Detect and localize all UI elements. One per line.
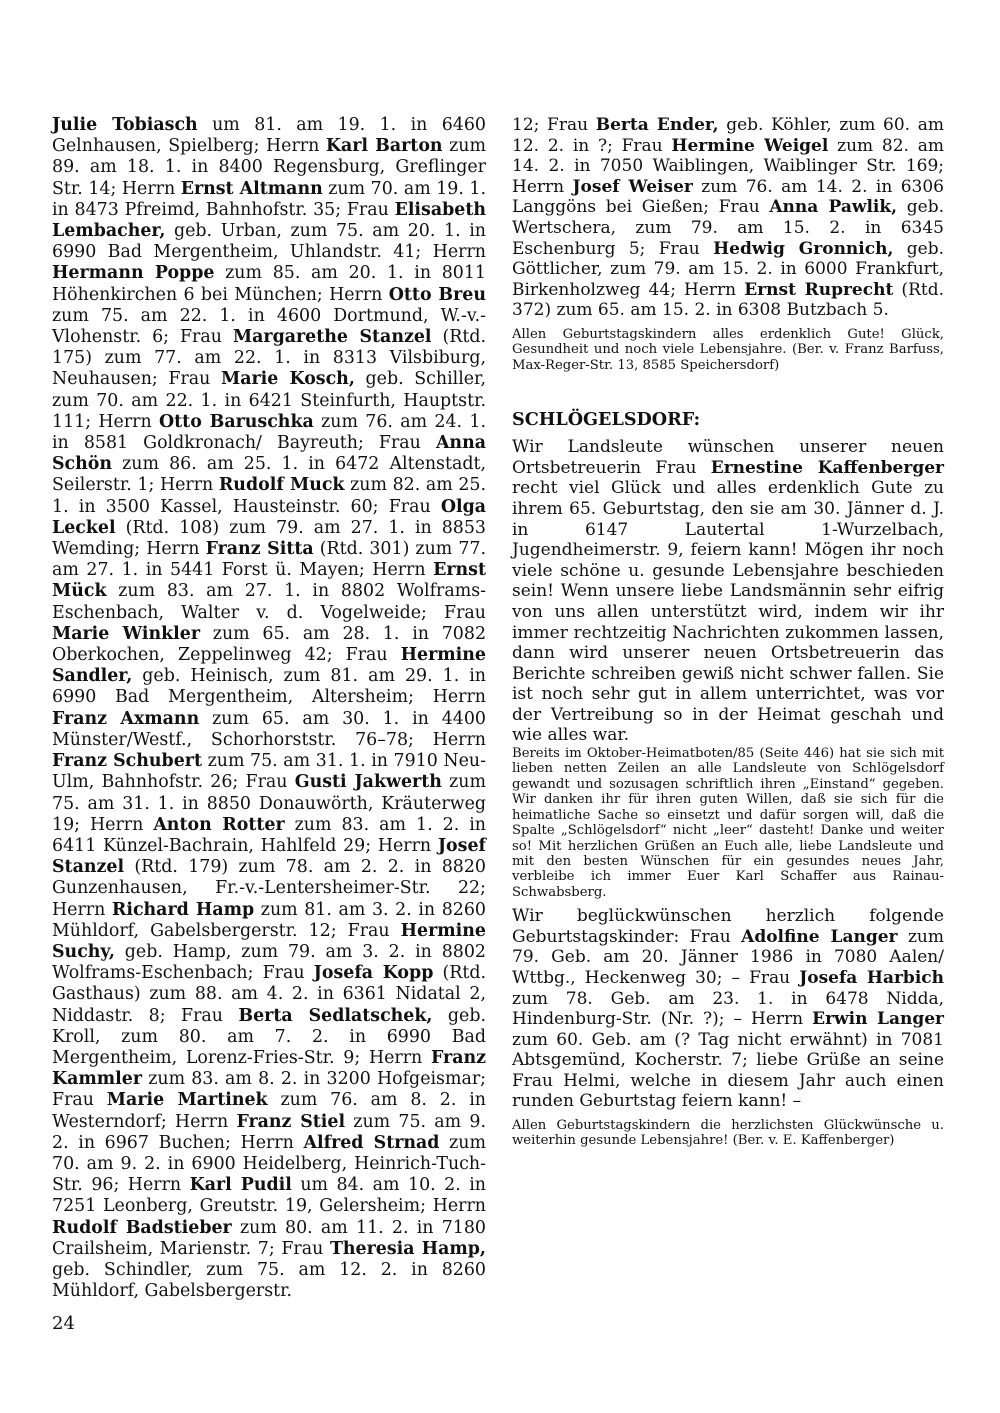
schloegelsdorf-note: Bereits im Oktober-Heimatboten/85 (Seite 446) hat sie sich mit lieben netten Zeilen an alle Landsleute von Schlögelsdorf gewandt und sozusagen schriftlich ihren „Einstand“ gegeben. Wir danken ihr für ihren guten Willen, daß sie sich für die heimatliche Sache so einsetzt und dafür sorgen will, daß die Spalte „Schlögelsdorf“ nicht „leer“ dasteht! Danke und weiter so! Mit herzlichen Grüßen an Euch alle, liebe Landsleute und mit den besten Wünschen für ein gesundes neues Jahr, verbleibe ich immer Euer Karl Schaffer aus Rainau-Schwabsberg. <box>512 746 944 900</box>
closing-note: Allen Geburtstagskindern die herzlichsten Glückwünsche u. weiterhin gesunde Lebensjahre! (Ber. v. E. Kaffenberger) <box>512 1118 944 1149</box>
person-name: Berta Ender, <box>595 115 719 135</box>
person-name: Gusti Jakwerth <box>294 772 442 793</box>
person-name: Hermann Poppe <box>52 263 215 284</box>
person-name: Alfred Strnad <box>303 1132 440 1153</box>
birthday-list-paragraph: Julie Tobiasch um 81. am 19. 1. in 6460 Gelnhausen, Spielberg; Herrn Karl Barton zum 89. am 18. 1. in 8400 Regensburg, Greflinger Str. 14; Herrn Ernst Altmann zum 70. am 19. 1. in 8473 Pfreimd, Bahnhofstr. 35; Frau Elisabeth Lembacher, geb. Urban, zum 75. am 20. 1. in 6990 Bad Mergentheim, Uhlandstr. 41; Herrn Hermann Poppe zum 85. am 20. 1. in 8011 Höhenkirchen 6 bei München; Herrn Otto Breu zum 75. am 22. 1. in 4600 Dortmund, W.-v.-Vlohenstr. 6; Frau Margarethe Stanzel (Rtd. 175) zum 77. am 22. 1. in 8313 Vilsbiburg, Neuhausen; Frau Marie Kosch, geb. Schiller, zum 70. am 22. 1. in 6421 Steinfurth, Hauptstr. 111; Herrn Otto Baruschka zum 76. am 24. 1. in 8581 Goldkronach/ Bayreuth; Frau Anna Schön zum 86. am 25. 1. in 6472 Altenstadt, Seilerstr. 1; Herrn Rudolf Muck zum 82. am 25. 1. in 3500 Kassel, Hausteinstr. 60; Frau Olga Leckel (Rtd. 108) zum 79. am 27. 1. in 8853 Wemding; Herrn Franz Sitta (Rtd. 301) zum 77. am 27. 1. in 5441 Forst ü. Mayen; Herrn Ernst Mück zum 83. am 27. 1. in 8802 Wolframs-Eschenbach, Walter v. d. Vogelweide; Frau Marie Winkler zum 65. am 28. 1. in 7082 Oberkochen, Zeppelinweg 42; Frau Hermine Sandler, geb. Heinisch, zum 81. am 29. 1. in 6990 Bad Mergentheim, Altersheim; Herrn Franz Axmann zum 65. am 30. 1. in 4400 Münster/Westf., Schorhorststr. 76–78; Herrn Franz Schubert zum 75. am 31. 1. in 7910 Neu-Ulm, Bahnhofstr. 26; Frau Gusti Jakwerth zum 75. am 31. 1. in 8850 Donauwörth, Kräuterweg 19; Herrn Anton Rotter zum 83. am 1. 2. in 6411 Künzel-Bachrain, Hahlfeld 29; Herrn Josef Stanzel (Rtd. 179) zum 78. am 2. 2. in 8820 Gunzenhausen, Fr.-v.-Lentersheimer-Str. 22; Herrn Richard Hamp zum 81. am 3. 2. in 8260 Mühldorf, Gabelsbergerstr. 12; Frau Hermine Suchy, geb. Hamp, zum 79. am 3. 2. in 8802 Wolframs-Eschenbach; Frau Josefa Kopp (Rtd. Gasthaus) zum 88. am 4. 2. in 6361 Nidatal 2, Niddastr. 8; Frau Berta Sedlatschek, geb. Kroll, zum 80. am 7. 2. in 6990 Bad Mergentheim, Lorenz-Fries-Str. 9; Herrn Franz Kammler zum 83. am 8. 2. in 3200 Hofgeismar; Frau Marie Martinek zum 76. am 8. 2. in Westerndorf; Herrn Franz Stiel zum 75. am 9. 2. in 6967 Buchen; Herrn Alfred Strnad zum 70. am 9. 2. in 6900 Heidelberg, Heinrich-Tuch-Str. 96; Herrn Karl Pudil um 84. am 10. 2. in 7251 Leonberg, Greutstr. 19, Gelersheim; Herrn Rudolf Badstieber zum 80. am 11. 2. in 7180 Crailsheim, Marienstr. 7; Frau Theresia Hamp, geb. Schindler, zum 75. am 12. 2. in 8260 Mühldorf, Gabelsbergerstr. <box>52 115 487 1302</box>
person-name: Anna Pawlik, <box>769 197 898 218</box>
person-name: Franz Sitta <box>205 539 314 560</box>
person-name: Margarethe Stanzel <box>232 327 432 348</box>
person-name: Franz Axmann <box>52 708 200 729</box>
person-name: Marie Winkler <box>52 623 201 644</box>
person-name: Josef Stanzel <box>52 835 486 878</box>
person-name: Berta Sedlatschek, <box>238 1005 433 1026</box>
person-name: Marie Martinek <box>106 1090 268 1111</box>
person-name: Franz Schubert <box>52 751 202 772</box>
schloegelsdorf-paragraph: Wir Landsleute wünschen unserer neuen Ortsbetreuerin Frau Ernestine Kaffenberger recht viel Glück und alles erdenklich Gute zu ihrem 65. Geburtstag, den sie am 30. Jänner d. J. in 6147 Lautertal 1-Wurzelbach, Jugendheimerstr. 9, feiern kann! Mögen ihr noch viele schöne u. gesunde Lebensjahre beschieden sein! Wenn unsere liebe Landsmännin sehr eifrig von uns allen unterstützt wird, indem wir ihr immer rechtzeitig Nachrichten zukommen lassen, dann wird unserer neuen Ortsbetreuerin das Berichte schreiben gewiß nicht schwer fallen. Sie ist noch sehr gut in allem unterrichtet, was vor der Vertreibung so in der Heimat geschah und wie alles war. <box>512 437 944 746</box>
greeting-note: Allen Geburtstagskindern alles erdenklich Gute! Glück, Gesundheit und noch viele Lebensjahre. (Ber. v. Franz Barfuss, Max-Reger-Str. 13, 8585 Speichersdorf) <box>512 326 944 373</box>
person-name: Hermine Weigel <box>671 135 829 156</box>
person-name: Josefa Harbich <box>799 967 944 988</box>
person-name: Ernst Ruprecht <box>744 279 894 300</box>
person-name: Josefa Kopp <box>313 963 434 984</box>
person-name: Otto Baruschka <box>158 411 314 432</box>
person-name: Josef Weiser <box>572 176 693 197</box>
right-column <box>512 115 944 1149</box>
congratulations-paragraph: Wir beglückwünschen herzlich folgende Geburtstagskinder: Frau Adolfine Langer zum 79. Geb. am 20. Jänner 1986 in 7080 Aalen/ Wttbg., Heckenweg 30; – Frau Josefa Harbich zum 78. Geb. am 23. 1. in 6478 Nidda, Hindenburg-Str. (Nr. ?); – Herrn Erwin Langer zum 60. Geb. am (? Tag nicht erwähnt) in 7081 Abtsgemünd, Kocherstr. 7; liebe Grüße an seine Frau Helmi, welche in diesem Jahr auch einen runden Geburtstag feiern kann! – <box>512 906 945 1112</box>
person-name: Karl Pudil <box>189 1175 292 1196</box>
person-name: Hedwig Gronnich, <box>713 238 894 259</box>
person-name: Anna Schön <box>52 433 486 475</box>
birthday-list-continued: 12; Frau Berta Ender, geb. Köhler, zum 60. am 12. 2. in ?; Frau Hermine Weigel zum 82. am 14. 2. in 7050 Waiblingen, Waiblinger Str. 169; Herrn Josef Weiser zum 76. am 14. 2. in 6306 Langgöns bei Gießen; Frau Anna Pawlik, geb. Wertschera, zum 79. am 15. 2. in 6345 Eschenburg 5; Frau Hedwig Gronnich, geb. Göttlicher, zum 79. am 15. 2. in 6000 Frankfurt, Birkenholzweg 44; Herrn Ernst Ruprecht (Rtd. 372) zum 65. am 15. 2. in 6308 Butzbach 5. <box>512 115 945 321</box>
person-name: Olga Leckel <box>52 496 486 538</box>
person-name: Hermine Suchy, <box>52 920 486 962</box>
person-name: Otto Breu <box>388 284 486 305</box>
left-column <box>52 115 486 1302</box>
person-name: Rudolf Badstieber <box>52 1217 232 1238</box>
person-name: Rudolf Muck <box>218 475 345 496</box>
person-name: Erwin Langer <box>812 1009 945 1030</box>
person-name: Anton Rotter <box>153 814 285 835</box>
person-name: Ernestine Kaffenberger <box>710 457 944 478</box>
section-heading-schloegelsdorf: SCHLÖGELSDORF: <box>512 409 701 431</box>
page-number: 24 <box>52 1313 75 1334</box>
person-name: Theresia Hamp, <box>329 1238 486 1259</box>
person-name: Marie Kosch, <box>220 369 355 390</box>
person-name: Ernst Mück <box>52 560 486 602</box>
person-name: Julie Tobiasch <box>52 115 198 135</box>
person-name: Franz Kammler <box>52 1047 486 1090</box>
person-name: Ernst Altmann <box>180 178 323 199</box>
person-name: Karl Barton <box>325 136 443 157</box>
person-name: Franz Stiel <box>236 1111 346 1132</box>
person-name: Adolfine Langer <box>741 926 898 947</box>
person-name: Hermine Sandler, <box>52 645 486 687</box>
person-name: Richard Hamp <box>111 899 255 920</box>
person-name: Elisabeth Lembacher, <box>52 199 486 242</box>
